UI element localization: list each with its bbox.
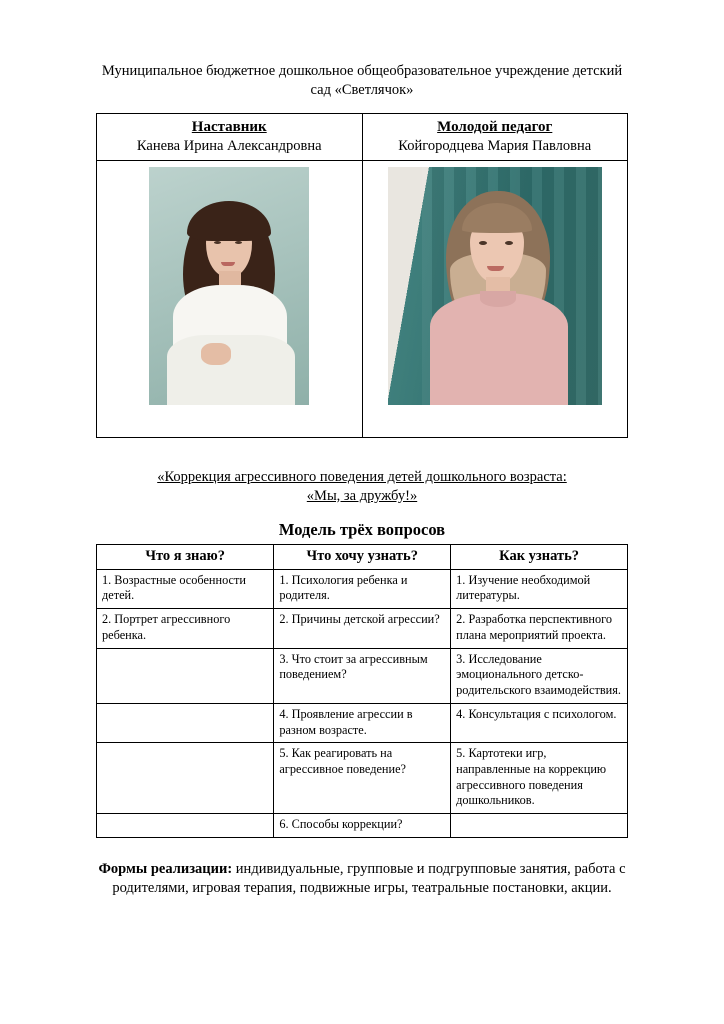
mentor-role-label: Наставник — [191, 119, 267, 136]
young-teacher-photo-body — [430, 293, 568, 405]
forms-label: Формы реализации: — [98, 860, 233, 877]
table-header-row — [97, 544, 628, 569]
model-title: Модель трёх вопросов — [278, 519, 446, 539]
project-title-line1: «Коррекция агрессивного поведения детей дошкольного возраста: — [157, 468, 567, 485]
forms-paragraph — [96, 860, 628, 898]
mentor-photo-hair-front — [187, 201, 271, 241]
mentor-photo — [149, 167, 309, 405]
cell-want-4: 4. Проявление агрессии в разном возрасте. — [274, 703, 451, 742]
young-teacher-photo-cell — [362, 160, 628, 437]
table-row — [97, 648, 628, 703]
mentor-photo-wrap — [149, 167, 309, 405]
table-row — [97, 743, 628, 814]
mentor-name: Канева Ирина Александровна — [136, 137, 322, 154]
mentor-photo-hand — [201, 343, 231, 365]
cell-how-1: 1. Изучение необходимой литературы. — [451, 569, 628, 608]
young-teacher-photo — [388, 167, 602, 405]
table-row — [97, 703, 628, 742]
cell-how-4: 4. Консультация с психологом. — [451, 703, 628, 742]
cell-want-2: 2. Причины детской агрессии? — [274, 609, 451, 648]
column-header-know: Что я знаю? — [97, 544, 274, 569]
organization-title: Муниципальное бюджетное дошкольное общеобразовательное учреждение детский сад «Светлячок» — [101, 63, 623, 98]
young-teacher-photo-collar — [480, 291, 516, 307]
cell-want-3: 3. Что стоит за агрессивным поведением? — [274, 648, 451, 703]
column-header-want-to-know: Что хочу узнать? — [274, 544, 451, 569]
mentor-photo-cell — [97, 160, 363, 437]
cell-know-5 — [97, 743, 274, 814]
cell-how-6 — [451, 814, 628, 838]
cell-want-5: 5. Как реагировать на агрессивное поведение? — [274, 743, 451, 814]
young-teacher-name: Койгородцева Мария Павловна — [398, 137, 592, 154]
young-teacher-role-label: Молодой педагог — [437, 119, 553, 136]
people-header-row — [97, 114, 628, 161]
young-teacher-photo-eye-right — [505, 241, 513, 245]
three-questions-table — [96, 544, 628, 838]
mentor-photo-mouth — [221, 262, 235, 266]
young-teacher-photo-eye-left — [479, 241, 487, 245]
cell-know-4 — [97, 703, 274, 742]
cell-how-3: 3. Исследование эмоционального детско-родительского взаимодействия. — [451, 648, 628, 703]
cell-how-2: 2. Разработка перспективного плана мероприятий проекта. — [451, 609, 628, 648]
people-table — [96, 113, 628, 438]
table-row — [97, 814, 628, 838]
mentor-header-cell — [97, 114, 363, 161]
cell-know-1: 1. Возрастные особенности детей. — [97, 569, 274, 608]
table-row — [97, 569, 628, 608]
people-photo-row — [97, 160, 628, 437]
project-title-line2: «Мы, за дружбу!» — [306, 487, 418, 504]
young-teacher-photo-wrap — [388, 167, 602, 405]
column-header-how-to-know: Как узнать? — [451, 544, 628, 569]
forms-text: индивидуальные, групповые и подгрупповые занятия, работа с родителями, игровая терапия, подвижные игры, театральные постановки, акции. — [112, 860, 626, 897]
young-teacher-header-cell — [362, 114, 628, 161]
cell-want-6: 6. Способы коррекции? — [274, 814, 451, 838]
cell-know-2: 2. Портрет агрессивного ребенка. — [97, 609, 274, 648]
cell-want-1: 1. Психология ребенка и родителя. — [274, 569, 451, 608]
table-row — [97, 609, 628, 648]
mentor-photo-arm — [167, 335, 295, 405]
cell-know-3 — [97, 648, 274, 703]
young-teacher-photo-mouth — [487, 266, 504, 271]
cell-know-6 — [97, 814, 274, 838]
project-title — [96, 468, 628, 506]
cell-how-5: 5. Картотеки игр, направленные на коррекцию агрессивного поведения дошкольников. — [451, 743, 628, 814]
